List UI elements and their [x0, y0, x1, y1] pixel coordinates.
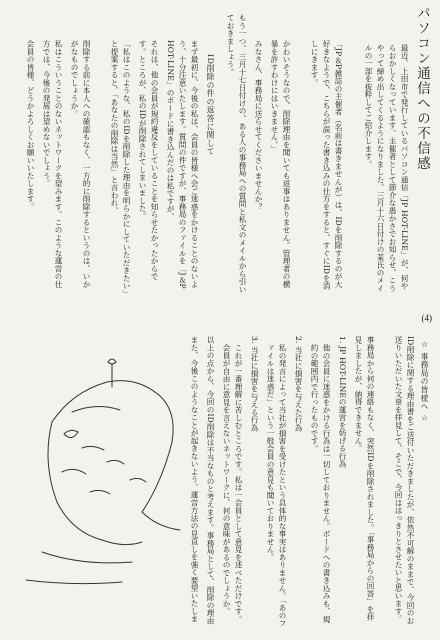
section-heading-to-office: ☆ 事務局の皆様へ ☆ [420, 340, 429, 424]
letter-paragraph-6: 会員の皆様、どうかよろしくお願いいたします。 [26, 40, 35, 211]
article-title: パソコン通信への不信感 [414, 6, 430, 171]
quote-paragraph-3: みなさん、事務局に送らせてくださいませんか？ [254, 40, 263, 211]
quote-paragraph-1: 「JP＆P雑誌の主催者（名前は書きませんが）は、IDを削除するのが大好きなようで、こちらが誤った書き込みの仕方をすると、すぐにIDを消しにきます。 [310, 40, 343, 290]
reply-paragraph-2: 事務局から何の連絡もなく、突然IDを削除されました。「事務局からの回答」を拝見しましたが、納得できません。 [354, 336, 375, 621]
reply-paragraph-4: また、今後このようなことが起きないよう、運営方法の見直しを強く要望いたしま [190, 336, 199, 623]
reply-item-2-heading: 2. 当社に損害を与えた行為 [294, 336, 303, 432]
quote-paragraph-2: かわいそうなので、削除理由を聞いても返事はありません。管理者の横暴を許すわけにはいきません。」 [270, 40, 291, 288]
letter-paragraph-1: まず最初に、今後の私は、会員の皆様へ会ご迷惑をかけることのないよう、十分注意いたします。質問の件ですが、事務局のファイルを「J＆P HOT-LINE」のボードに書き込んだのは私ですが、 [166, 40, 199, 292]
section-heading-id-deletion: ID削除の件の返答に関して [206, 54, 215, 156]
quote-paragraph-4: もう一つ、三月十七日付けの、ある人の事務局への質問と私文のメイルから引いておきましょう。 [226, 14, 247, 293]
reply-item-3-heading: 3. 当社に損害を与える行為 [250, 336, 259, 432]
intro-paragraph: 最近、上田市で発行しているパソコン通信「JP HOT-LINE」が、何やらおかしくなっています。主催者として節介な愚かさでお知らせ、こうやって締め出してくるようになりました。三月十六日付けの某氏のメイルの一部を抜粋してご紹介します。 [364, 44, 409, 292]
reply-item-2-body: 私の発言によって当社が損害を受けたという具体的な事実はありません。「あのファイルは迷惑だ」という一般会員の意見も聞いておりません。 [266, 344, 287, 627]
page-number: (4) [421, 313, 432, 323]
letter-paragraph-2: それは、他の会員が規約違反をしていることを知らせたかったからです。ところが、私のIDが削除されてしまいました。 [138, 40, 159, 281]
letter-paragraph-5: 私はこういうことのないネットワークを望みます。このような運営の仕方では、今後の発展は望めないでしょう。 [42, 40, 63, 288]
hand-drawn-sketch-illustration [12, 352, 208, 592]
reply-item-1-heading: 1. JP HOT-LINEの運営を妨げる行為 [338, 336, 347, 468]
reply-paragraph-3: 以上の点から、今回のID削除は不当なものと考えます。事務局として、削除の理由 [206, 336, 215, 625]
reply-item-1-body: 他の会員に迷惑をかける行為は一切しておりません。ボードへの書き込みも、規約の範囲内で行ったものです。 [310, 344, 331, 623]
reply-item-3-body: これが一番理解に苦しむところです。私は一会員として意見を述べただけです。会員が自由に意見を言えないネットワークに、何の意味があるのでしょうか。 [222, 344, 243, 623]
reply-paragraph-1: ID削除に関する理由書をご送付いただきましたが、依然不可解のままで、今回のお送りいただいた文章を拝見して、そこで、今回ははっきりとさせたいと思います。 [394, 336, 415, 625]
letter-paragraph-3: 「私はこのような、私のIDを削除した理由を明らかにしていただきたい」と提案すると、「あなたの削除は当然」と言われ、 [110, 40, 131, 294]
letter-paragraph-4: 削除する前に本人への確認もなく、一方的に削除するというのは、いかがなものでしょうか。 [70, 40, 91, 288]
